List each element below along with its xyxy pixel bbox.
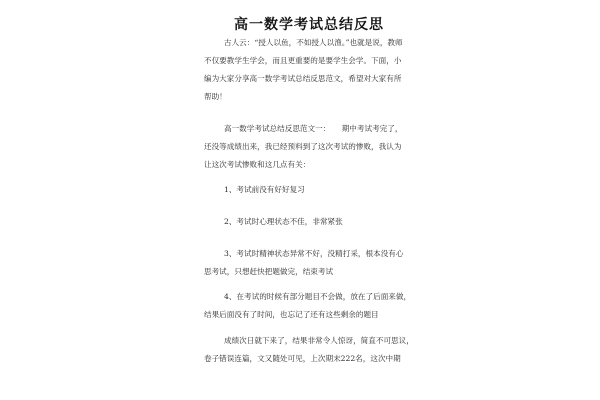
list-item: 2、考试时心理状态不佳，非常紧张: [224, 217, 343, 226]
list-item: 1、考试前没有好好复习: [224, 185, 305, 194]
paragraph-line: 不仅要教学生学会，而且更重要的是要学生会学。下面，小: [204, 56, 402, 65]
paragraph-line: 帮助！: [204, 92, 227, 101]
list-item: 4、在考试的时候有部分题目不会做，放在了后面来做，: [224, 292, 412, 301]
paragraph-line: 结果后面没有了时间，也忘记了还有这些剩余的题目: [204, 310, 379, 319]
paragraph-line: 成绩次日就下来了，结果非常令人惊讶，简直不可思议，: [224, 336, 414, 345]
paragraph-line: 思考试，只想赶快把题做完，结束考试: [204, 267, 334, 276]
document-page: [196, 0, 422, 400]
paragraph-line: 还没等成绩出来，我已经预料到了这次考试的惨败，我认为: [204, 142, 402, 151]
paragraph-line: 卷子错误连篇，文又随处可见，上次期末222名，这次中期: [204, 354, 401, 363]
document-title: 高一数学考试总结反思: [234, 17, 384, 33]
list-item: 3、考试时精神状态异常不好，没精打采，根本没有心: [224, 249, 404, 258]
paragraph-line: 古人云：“授人以鱼，不如授人以渔。”也就是说，教师: [224, 38, 403, 47]
paragraph-line: 高一数学考试总结反思范文一： 期中考试考完了，: [224, 124, 403, 133]
paragraph-line: 编为大家分享高一数学考试总结反思范文，希望对大家有所: [204, 74, 402, 83]
paragraph-line: 让这次考试惨败和这几点有关：: [204, 160, 311, 169]
